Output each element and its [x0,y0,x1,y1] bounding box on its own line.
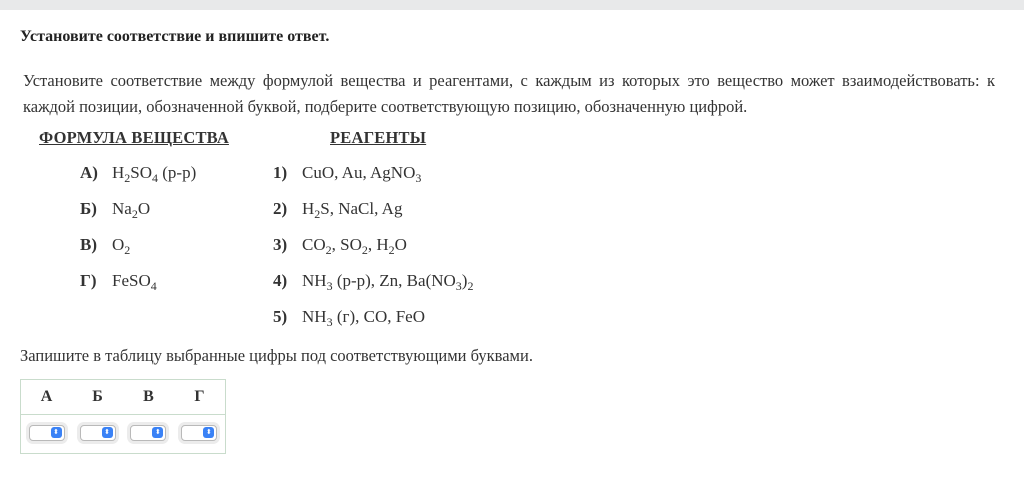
formula-value: $O_2$ [112,235,131,257]
answer-cell-v [123,415,174,454]
answer-select-v[interactable] [130,425,166,441]
answer-select-g[interactable] [181,425,217,441]
updown-chevron-icon: ⬍ [102,427,113,438]
formula-letter: Б) [80,199,97,218]
reagent-value: $NH_3$ (г), CO, FeO [302,307,425,329]
formula-value: FeSO$_4$ [112,271,157,293]
task-title: Установите соответствие и впишите ответ. [20,28,330,45]
answer-select-a[interactable] [29,425,65,441]
answer-table [20,379,226,454]
reagent-number: 5) [273,307,288,326]
answer-select-b[interactable] [80,425,116,441]
reagents-column-header: РЕАГЕНТЫ [330,128,427,147]
updown-chevron-icon: ⬍ [152,427,163,438]
reagent-value: $NH_3$ (р-р), Zn, $Ba(NO_3)_2$ [302,271,474,293]
formula-column-header: ФОРМУЛА ВЕЩЕСТВА [39,128,229,147]
answer-column-header-a: А [21,380,73,415]
reagent-number: 3) [273,235,288,254]
formula-value: $H_2SO_4$ (р-р) [112,163,197,185]
answer-cell-g [174,415,226,454]
reagent-value: CuO, Au, AgNO$_3$ [302,163,422,185]
reagent-value: $CO_2$, $SO_2$, $H_2O$ [302,235,407,257]
answer-column-header-b: Б [72,380,123,415]
reagent-number: 1) [273,163,288,182]
formula-value: $Na_2O$ [112,199,151,221]
reagent-number: 4) [273,271,288,290]
answer-column-header-v: В [123,380,174,415]
top-strip [0,0,1024,10]
updown-chevron-icon: ⬍ [203,427,214,438]
reagent-number: 2) [273,199,288,218]
formula-letter: Г) [80,271,97,290]
formula-letter: В) [80,235,97,254]
task-statement: Установите соответствие между формулой вещества и реагентами, с каждым из которых это вещество может взаимодействовать: к каждой позиции, обозначенной буквой, подберите соответствующую позицию, обозначенную цифрой. [23,71,995,116]
updown-chevron-icon: ⬍ [51,427,62,438]
answer-cell-a [21,415,73,454]
answer-cell-b [72,415,123,454]
answer-instruction: Запишите в таблицу выбранные цифры под соответствующими буквами. [20,346,533,365]
reagent-value: $H_2S$, NaCl, Ag [302,199,403,221]
answer-column-header-g: Г [174,380,226,415]
formula-letter: А) [80,163,98,182]
